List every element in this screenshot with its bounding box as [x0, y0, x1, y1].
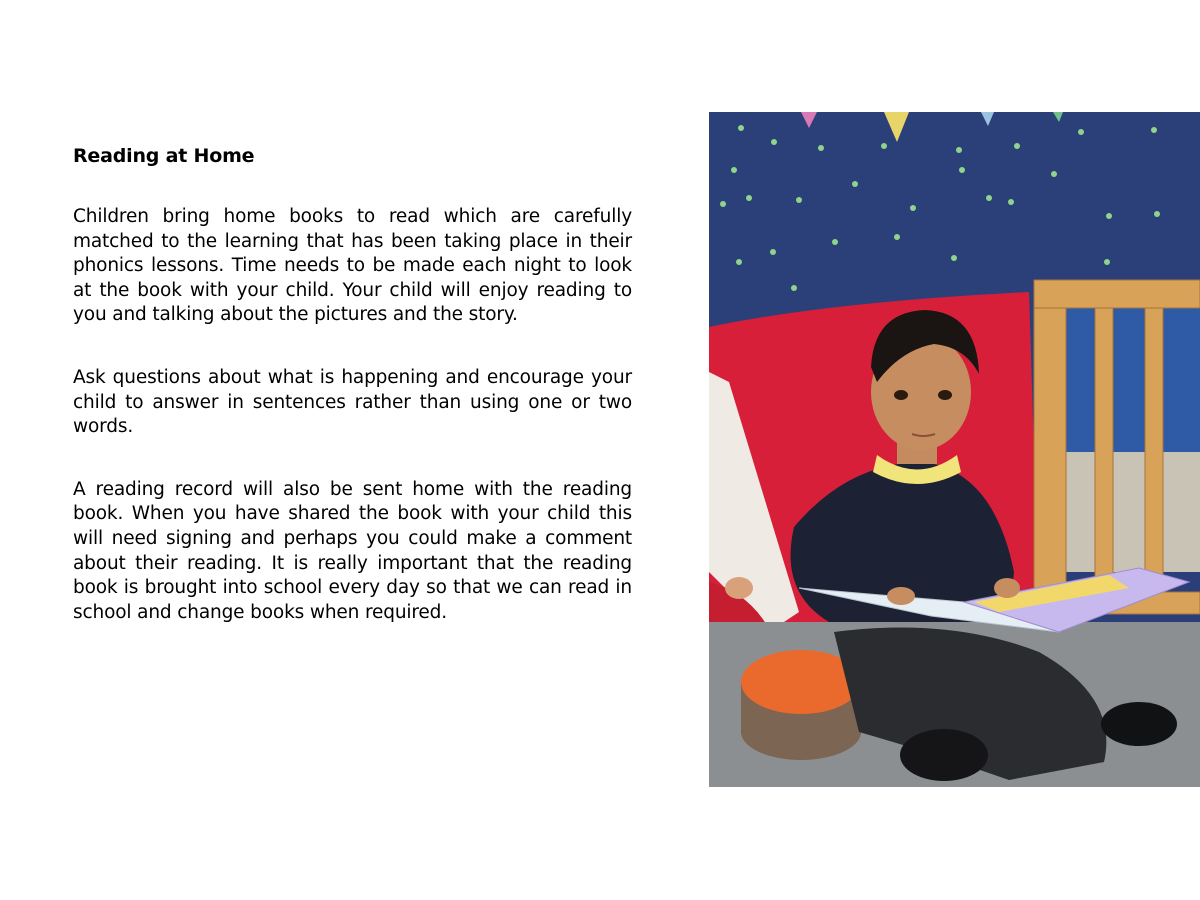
child-hand [887, 587, 915, 605]
child-eye [938, 390, 952, 400]
other-child-hand [725, 577, 753, 599]
shoe [1101, 702, 1177, 746]
child-eye [894, 390, 908, 400]
text-column [73, 143, 632, 663]
paragraph-ask-questions: Ask questions about what is happening and encourage your child to answer in sentences rather than using one or two words. [73, 366, 632, 438]
child-reading-photo [709, 112, 1200, 787]
child-hand [994, 578, 1020, 598]
paragraph-reading-record: A reading record will also be sent home with the reading book. When you have shared the book with your child this will need signing and perhaps you could make a comment about their reading. It is really important that the reading book is brought into school every day so that we can read in school and change books when required. [73, 478, 632, 623]
photo-illustration [709, 112, 1200, 787]
shoe [900, 729, 988, 781]
paragraph-books-home: Children bring home books to read which are carefully matched to the learning that has been taking place in their phonics lessons. Time needs to be made each night to look at the book with your child. Your child will enjoy reading to you and talking about the pictures and the story. [73, 206, 632, 326]
slide-title: Reading at Home [73, 145, 255, 167]
